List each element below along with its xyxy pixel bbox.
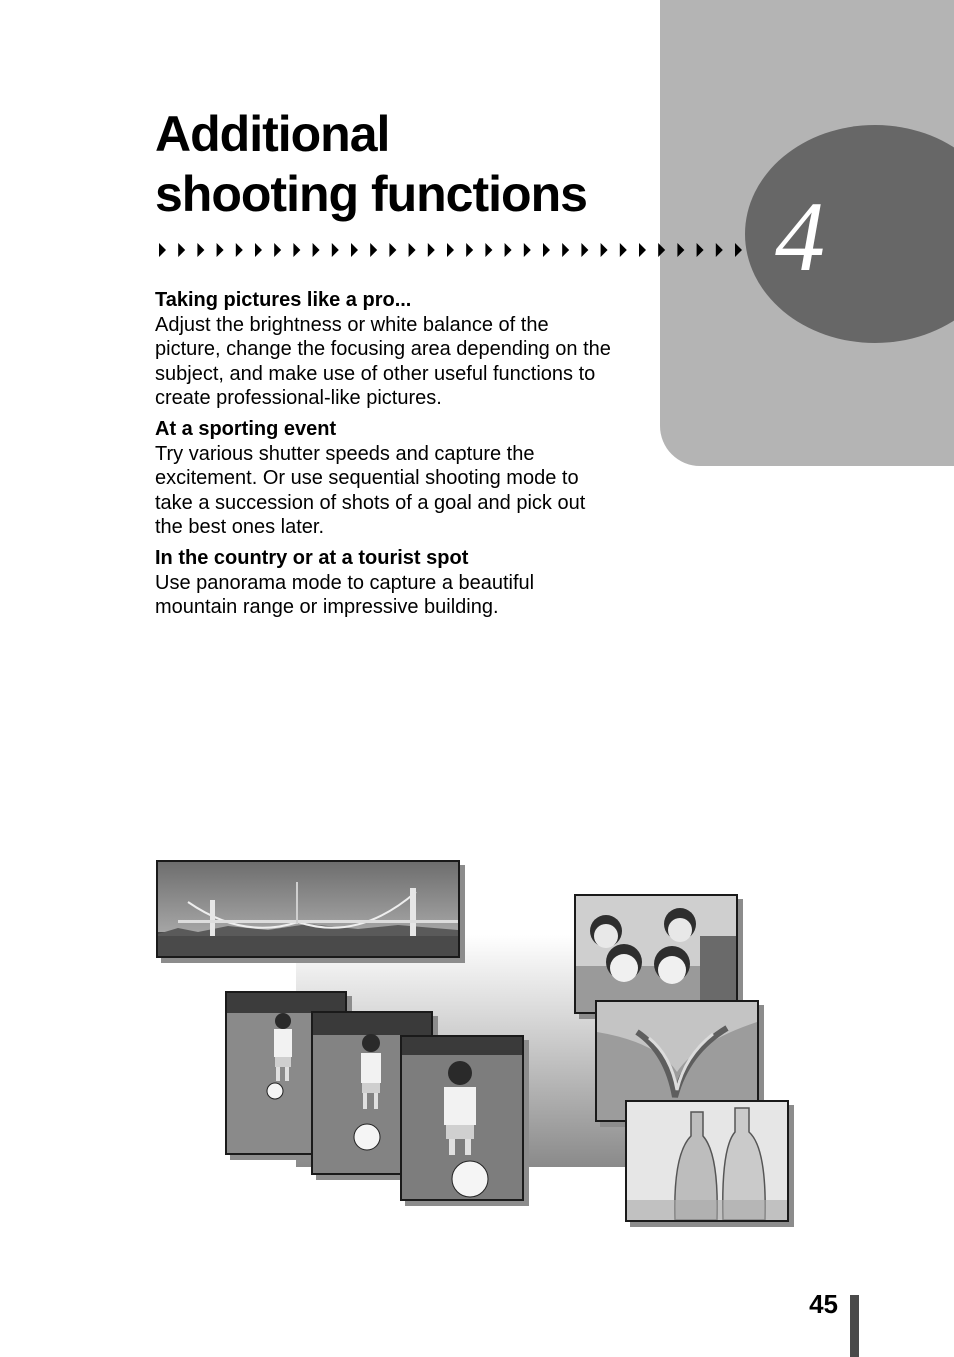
triangle-right-icon bbox=[505, 243, 512, 257]
bottles-photo bbox=[625, 1100, 789, 1222]
section-pro bbox=[155, 288, 615, 411]
triangle-right-icon bbox=[601, 243, 608, 257]
triangle-right-icon bbox=[332, 243, 339, 257]
triangle-right-icon bbox=[428, 243, 435, 257]
triangle-right-icon bbox=[293, 243, 300, 257]
triangle-right-icon bbox=[178, 243, 185, 257]
section-heading: Taking pictures like a pro... bbox=[155, 289, 412, 311]
section-body: Adjust the brightness or white balance of the picture, change the focusing area depending on the subject, and make use of other useful functions to create professional-like pictures. bbox=[155, 313, 611, 410]
section-sporting bbox=[155, 417, 615, 540]
triangle-right-icon bbox=[543, 243, 550, 257]
arrow-divider bbox=[157, 240, 745, 260]
title-line-1: Additional bbox=[155, 106, 390, 162]
triangle-right-icon bbox=[524, 243, 531, 257]
triangle-right-icon bbox=[581, 243, 588, 257]
triangle-right-icon bbox=[197, 243, 204, 257]
triangle-right-icon bbox=[351, 243, 358, 257]
page-edge-bar bbox=[850, 1295, 859, 1357]
section-body: Try various shutter speeds and capture the excitement. Or use sequential shooting mode to take a succession of shots of a goal and pick out the best ones later. bbox=[155, 442, 586, 539]
section-heading: In the country or at a tourist spot bbox=[155, 546, 469, 569]
chapter-number: 4 bbox=[775, 181, 825, 292]
soccer-photo-3 bbox=[400, 1035, 524, 1201]
intro-text bbox=[155, 288, 615, 626]
triangle-right-icon bbox=[274, 243, 281, 257]
triangle-right-icon bbox=[716, 243, 723, 257]
triangle-right-icon bbox=[485, 243, 492, 257]
section-body: Use panorama mode to capture a beautiful mountain range or impressive building. bbox=[155, 571, 535, 619]
triangle-right-icon bbox=[389, 243, 396, 257]
triangle-right-icon bbox=[217, 243, 224, 257]
triangle-right-icon bbox=[562, 243, 569, 257]
triangle-right-icon bbox=[697, 243, 704, 257]
section-tourist bbox=[155, 546, 615, 620]
triangle-right-icon bbox=[370, 243, 377, 257]
triangle-right-icon bbox=[159, 243, 166, 257]
triangle-right-icon bbox=[658, 243, 665, 257]
triangle-right-icon bbox=[735, 243, 742, 257]
bridge-panorama-photo bbox=[156, 860, 460, 958]
triangle-right-icon bbox=[255, 243, 262, 257]
section-heading: At a sporting event bbox=[155, 417, 337, 440]
triangle-right-icon bbox=[409, 243, 416, 257]
title-line-2: shooting functions bbox=[155, 166, 587, 222]
triangle-right-icon bbox=[236, 243, 243, 257]
triangle-right-icon bbox=[677, 243, 684, 257]
triangle-right-icon bbox=[620, 243, 627, 257]
triangle-right-icon bbox=[313, 243, 320, 257]
page-number: 45 bbox=[809, 1289, 838, 1319]
page-title bbox=[155, 104, 587, 224]
triangle-right-icon bbox=[447, 243, 454, 257]
triangle-right-icon bbox=[639, 243, 646, 257]
triangle-right-icon bbox=[466, 243, 473, 257]
family-portrait-photo bbox=[574, 894, 738, 1014]
